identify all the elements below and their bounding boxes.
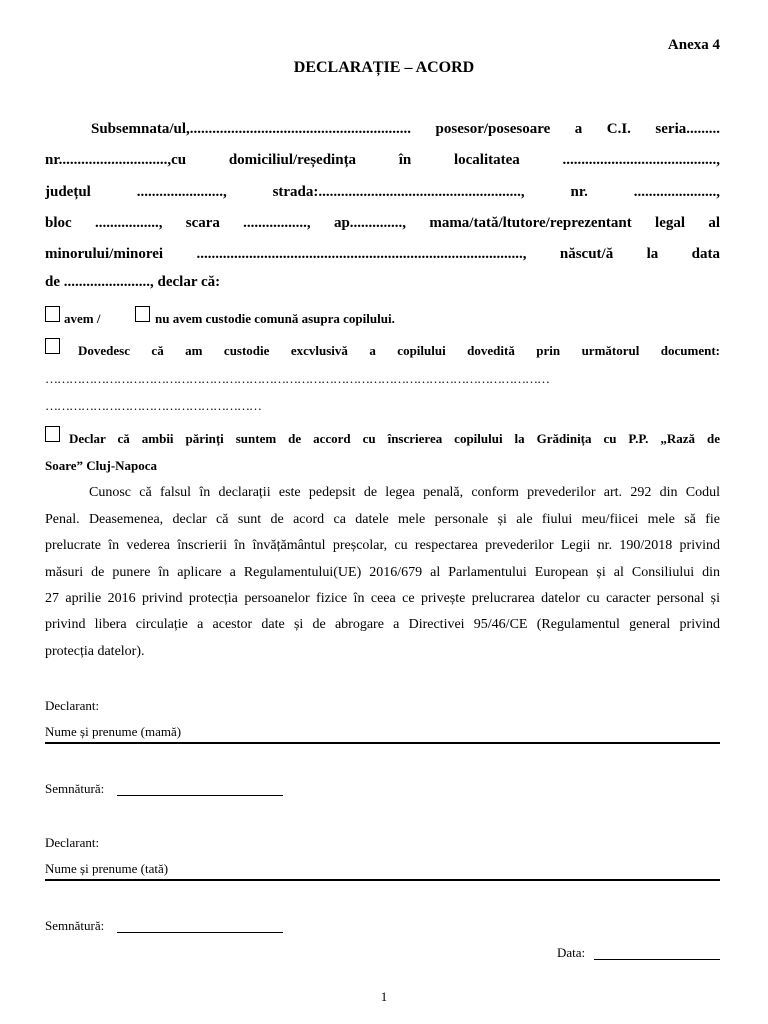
legal-line: Penal. Deasemenea, declar că sunt de acord ca datele mele personale și ale fiului meu/fiicei mele să fie [45, 512, 720, 527]
exclusive-custody-checkbox[interactable] [45, 338, 60, 354]
father-name-label: Nume și prenume (tată) [45, 861, 169, 876]
mother-signature-line[interactable] [117, 795, 283, 796]
mother-name-label: Nume și prenume (mamă) [45, 724, 182, 739]
legal-line: măsuri de punere în aplicare a Regulamentului(UE) 2016/679 al Parlamentului European și al Consiliului din [45, 565, 720, 580]
exclusive-document-dots-1[interactable]: ……………………………………………………………………………………………………………… [45, 371, 549, 386]
identity-line-last: de ......................., declar că: [45, 274, 221, 290]
signature-label: Semnătură: [45, 781, 105, 796]
legal-line: Cunosc că falsul în declarații este pedepsit de legea penală, conform prevederilor art. 292 din Codul [89, 485, 720, 500]
have-custody-label: avem / [64, 311, 101, 326]
document-title: DECLARAȚIE – ACORD [293, 59, 475, 76]
legal-line: prelucrate în vederea înscrierii în învățământul preșcolar, cu respectarea prevederilor Legii nr. 190/2018 privind [45, 538, 720, 553]
legal-line: protecția datelor). [45, 644, 145, 659]
identity-line: bloc ................., scara ................., ap.............., mama/tată/ltutore/reprezentant legal al [45, 215, 720, 231]
father-signature-line[interactable] [117, 932, 283, 933]
signature-label: Semnătură: [45, 918, 105, 933]
agree-enrollment-label-cont: Soare” Cluj-Napoca [45, 458, 158, 473]
agree-enrollment-checkbox[interactable] [45, 426, 60, 442]
agree-enrollment-label: Declar că ambii părinți suntem de accord cu înscrierea copilului la Grădinița cu P.P. „Rază de [69, 431, 720, 446]
no-common-custody-label: nu avem custodie comună asupra copilului. [155, 311, 395, 326]
date-label: Data: [557, 945, 586, 960]
exclusive-document-dots-2[interactable]: ……………………………………………… [45, 398, 261, 413]
declarant-label: Declarant: [45, 698, 100, 713]
date-line[interactable] [594, 959, 720, 960]
annex-label: Anexa 4 [667, 37, 720, 53]
legal-line: privind libera circulație a acestor date și de abrogare a Directivei 95/46/CE (Regulamentul general privind [45, 617, 720, 632]
identity-line: Subsemnata/ul,........................................................... posesor/posesoare a C.I. seria......... [91, 121, 720, 137]
identity-line: minorului/minorei ......................................................................................., născut/ă la data [45, 246, 720, 262]
legal-line: 27 aprilie 2016 privind protecția persoanelor fizice în ceea ce privește prelucrarea datelor cu caracter personal și [45, 591, 720, 606]
no-common-custody-checkbox[interactable] [135, 306, 150, 322]
father-name-line[interactable] [45, 879, 720, 881]
page-number: 1 [380, 989, 388, 1004]
identity-line: nr.............................,cu domiciliul/reședința în localitatea ........................................., [45, 152, 720, 168]
exclusive-custody-label: Dovedesc că am custodie excvlusivă a copilului dovedită prin următorul document: [78, 343, 720, 358]
have-custody-checkbox[interactable] [45, 306, 60, 322]
identity-line: județul ......................., strada:......................................................, nr. ......................, [45, 184, 720, 200]
declarant-label: Declarant: [45, 835, 100, 850]
mother-name-line[interactable] [45, 742, 720, 744]
